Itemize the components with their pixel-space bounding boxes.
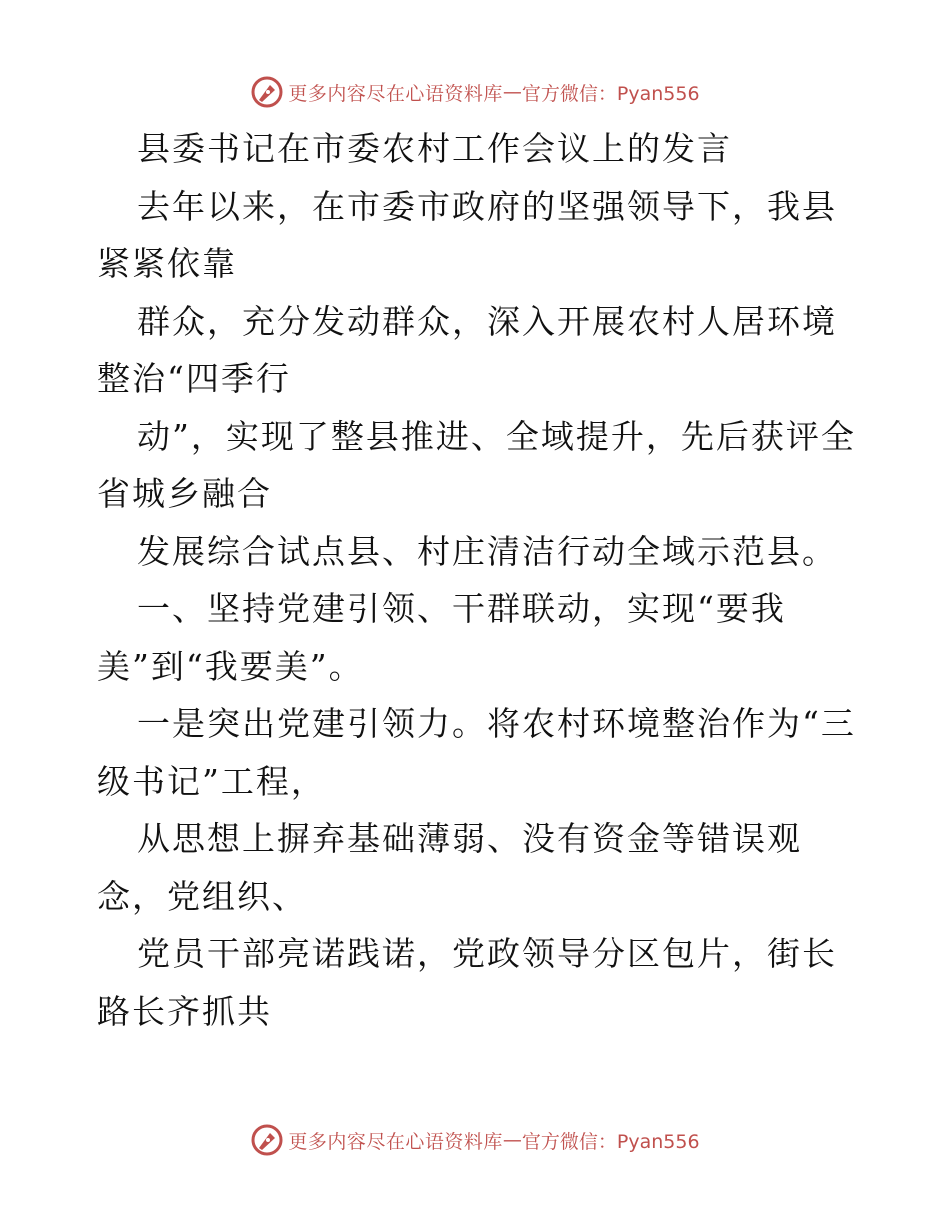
paragraph: 发展综合试点县、村庄清洁行动全域示范县。 xyxy=(137,531,837,571)
document-body xyxy=(97,120,857,1040)
watermark-account: 官方微信：Pyan556 xyxy=(521,1130,700,1153)
paragraph: 从思想上摒弃基础薄弱、没有资金等错误观念，党组织、 xyxy=(97,819,802,916)
paragraph: 群众，充分发动群众，深入开展农村人居环境整治“四季行 xyxy=(97,301,837,398)
pen-nib-circle-icon xyxy=(250,75,284,109)
watermark-separator: — xyxy=(502,81,522,103)
watermark-separator: — xyxy=(502,1129,522,1151)
document-title: 县委书记在市委农村工作会议上的发言 xyxy=(137,129,732,168)
paragraph: 去年以来，在市委市政府的坚强领导下，我县紧紧依靠 xyxy=(97,186,837,283)
pen-nib-circle-icon xyxy=(250,1123,284,1157)
watermark-text: 更多内容尽在心语资料库 xyxy=(288,82,503,105)
paragraph: 动”，实现了整县推进、全域提升，先后获评全省城乡融合 xyxy=(97,416,856,513)
watermark-account: 官方微信：Pyan556 xyxy=(521,82,700,105)
paragraph: 一是突出党建引领力。将农村环境整治作为“三级书记”工程， xyxy=(97,704,856,801)
paragraph: 党员干部亮诺践诺，党政领导分区包片，街长路长齐抓共 xyxy=(97,934,837,1031)
footer-watermark xyxy=(0,1120,950,1160)
watermark-text: 更多内容尽在心语资料库 xyxy=(288,1130,503,1153)
header-watermark xyxy=(0,72,950,112)
section-heading: 一、坚持党建引领、干群联动，实现“要我美”到“我要美”。 xyxy=(97,589,786,686)
